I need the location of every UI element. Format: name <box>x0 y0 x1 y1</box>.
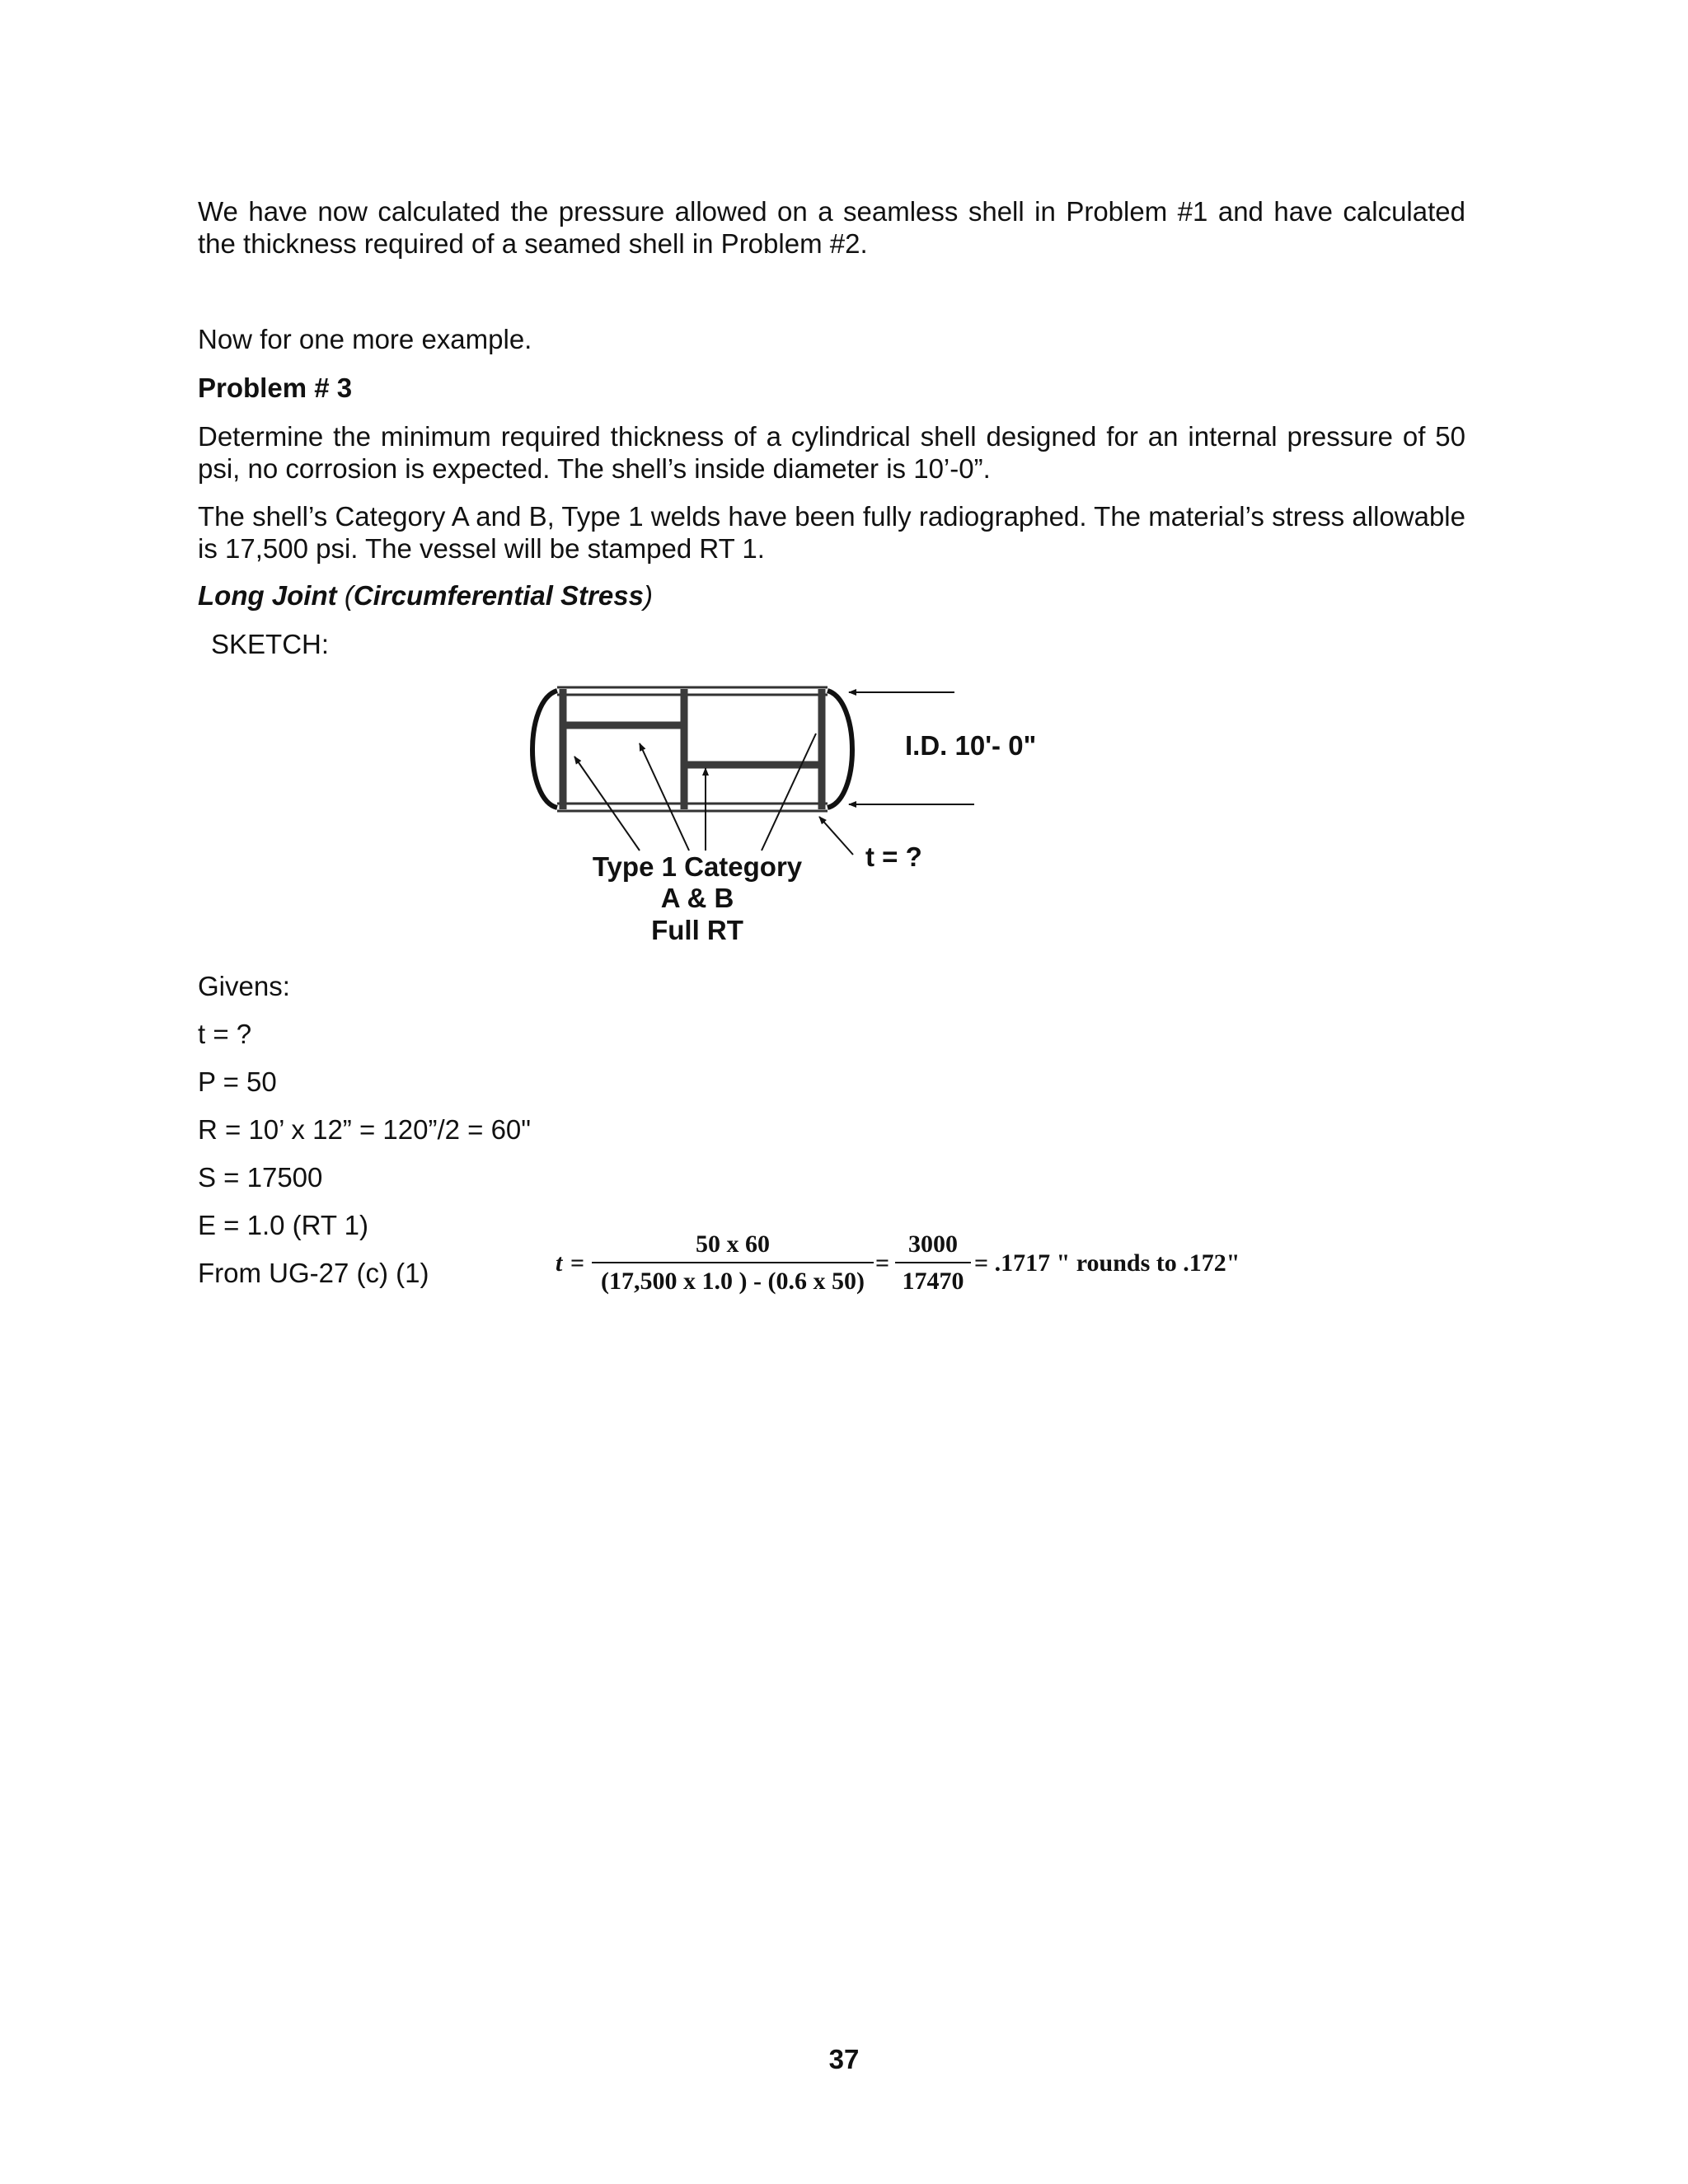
weld-seams <box>563 689 822 809</box>
weld-label-line-2: A & B <box>660 883 734 913</box>
given-t: t = ? <box>198 1019 252 1049</box>
page-number: 37 <box>828 2044 860 2074</box>
thickness-leader-arrow <box>819 817 853 855</box>
given-source: From UG-27 (c) (1) <box>198 1258 429 1288</box>
vessel-sketch <box>0 0 1688 989</box>
weld-label-line-1: Type 1 Category <box>592 851 803 882</box>
equation-denominator-2: 17470 <box>902 1268 964 1295</box>
given-s: S = 17500 <box>198 1162 323 1193</box>
equation-result: = .1717 " rounds to .172" <box>974 1249 1240 1277</box>
section-title-inner: Circumferential Stress <box>353 580 644 611</box>
given-r: R = 10’ x 12” = 120”/2 = 60" <box>198 1114 531 1145</box>
equation-equals-1: = <box>570 1249 585 1277</box>
equation-lhs: t <box>556 1249 563 1277</box>
equation-fraction-bar-1 <box>592 1262 874 1263</box>
weld-label-line-3: Full RT <box>651 915 743 945</box>
problem-statement-1: Determine the minimum required thickness of a cylindrical shell designed for an internal pressure of 50 psi, no corrosion is expected. The shell’s inside diameter is 10’-0”. <box>198 421 1465 484</box>
equation-denominator-1: (17,500 x 1.0 ) - (0.6 x 50) <box>601 1268 865 1295</box>
problem-statement-2: The shell’s Category A and B, Type 1 welds have been fully radiographed. The material’s stress allowable is 17,500 psi. The vessel will be stamped RT 1. <box>198 501 1465 564</box>
vessel-shell <box>557 687 828 811</box>
problem-heading: Problem # 3 <box>198 373 353 403</box>
equation-numerator-2: 3000 <box>908 1230 958 1258</box>
equation-fraction-bar-2 <box>895 1262 971 1263</box>
given-p: P = 50 <box>198 1066 277 1097</box>
intro-next-line: Now for one more example. <box>198 324 532 354</box>
weld-leader-arrows <box>574 733 816 851</box>
left-head <box>532 691 557 808</box>
thickness-label: t = ? <box>865 841 922 872</box>
section-title-open-paren: ( <box>344 580 354 611</box>
section-title-close-paren: ) <box>643 580 653 611</box>
equation-numerator-1: 50 x 60 <box>696 1230 770 1258</box>
intro-paragraph: We have now calculated the pressure allowed on a seamless shell in Problem #1 and have calculated the thickness required of a seamed shell in Problem #2. <box>198 196 1465 259</box>
given-e: E = 1.0 (RT 1) <box>198 1210 368 1240</box>
inside-diameter-label: I.D. 10'- 0" <box>905 730 1037 761</box>
sketch-label: SKETCH: <box>211 629 330 659</box>
section-title-bold: Long Joint <box>198 580 337 611</box>
right-head <box>828 691 852 808</box>
equation-equals-2: = <box>875 1249 890 1277</box>
givens-heading: Givens: <box>198 971 290 1001</box>
